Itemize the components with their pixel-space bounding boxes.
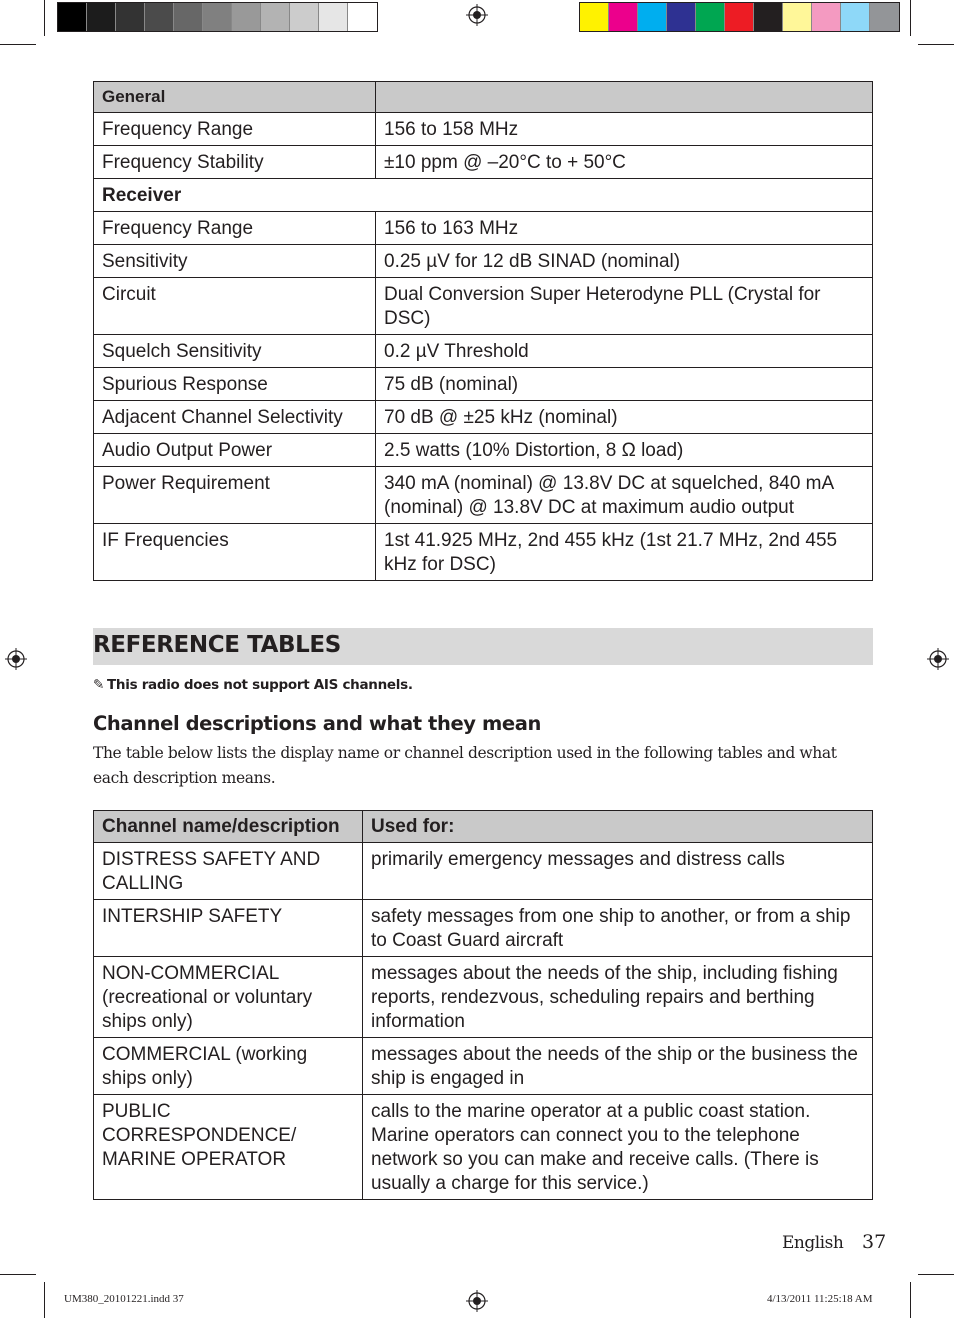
section-heading-bar — [93, 628, 873, 665]
table-cell: NON-COMMERCIAL (recreational or voluntary ships only) — [94, 957, 363, 1038]
table-cell: INTERSHIP SAFETY — [94, 900, 363, 957]
channel-description-table — [93, 810, 873, 1200]
table-cell: 70 dB @ ±25 kHz (nominal) — [376, 401, 873, 434]
color-swatch-bar — [579, 2, 900, 32]
swatch — [841, 3, 870, 31]
swatch — [754, 3, 783, 31]
table-cell: Sensitivity — [94, 245, 376, 278]
table-row — [94, 957, 873, 1038]
table-cell: Frequency Range — [94, 113, 376, 146]
swatch — [783, 3, 812, 31]
table-cell: primarily emergency messages and distress calls — [363, 843, 873, 900]
table-cell: Power Requirement — [94, 467, 376, 524]
table-cell: Audio Output Power — [94, 434, 376, 467]
registration-mark-icon — [466, 4, 488, 26]
crop-mark — [44, 1282, 45, 1318]
swatch — [87, 3, 116, 31]
table-cell: Dual Conversion Super Heterodyne PLL (Crystal for DSC) — [376, 278, 873, 335]
table-header-cell: Channel name/description — [94, 811, 363, 843]
registration-mark-icon — [927, 648, 949, 670]
crop-mark — [918, 44, 954, 45]
table-cell: COMMERCIAL (working ships only) — [94, 1038, 363, 1095]
file-slug: UM380_20101221.indd 37 — [64, 1293, 184, 1305]
table-cell: Frequency Range — [94, 212, 376, 245]
swatch — [145, 3, 174, 31]
table-cell: Spurious Response — [94, 368, 376, 401]
table-cell: 1st 41.925 MHz, 2nd 455 kHz (1st 21.7 MHz, 2nd 455 kHz for DSC) — [376, 524, 873, 581]
swatch — [174, 3, 203, 31]
crop-mark — [910, 0, 911, 36]
swatch — [667, 3, 696, 31]
note — [93, 677, 413, 693]
table-row — [94, 1038, 873, 1095]
body-paragraph: The table below lists the display name or channel description used in the following tables and what each description means. — [93, 744, 837, 787]
page-number: 37 — [862, 1231, 887, 1253]
table-row — [94, 278, 873, 335]
table-row — [94, 368, 873, 401]
table-row — [94, 524, 873, 581]
table-row — [94, 245, 873, 278]
crop-mark — [0, 1274, 36, 1275]
table-row — [94, 401, 873, 434]
table-header-row — [94, 811, 873, 843]
swatch — [116, 3, 145, 31]
swatch — [812, 3, 841, 31]
table-cell: messages about the needs of the ship, including fishing reports, rendezvous, scheduling repairs and berthing information — [363, 957, 873, 1038]
table-row — [94, 843, 873, 900]
swatch — [203, 3, 232, 31]
table-row — [94, 467, 873, 524]
specifications-table — [93, 81, 873, 581]
subheading: Channel descriptions and what they mean — [93, 712, 541, 735]
table-subheader-row — [94, 179, 873, 212]
table-cell: Adjacent Channel Selectivity — [94, 401, 376, 434]
table-header-cell: Used for: — [363, 811, 873, 843]
table-row — [94, 1095, 873, 1200]
pencil-icon: ✎ — [93, 677, 105, 693]
table-row — [94, 434, 873, 467]
table-header-row — [94, 82, 873, 113]
swatch — [232, 3, 261, 31]
footer-language: English — [782, 1233, 844, 1253]
table-cell: 156 to 158 MHz — [376, 113, 873, 146]
table-row — [94, 900, 873, 957]
swatch — [638, 3, 667, 31]
table-cell — [376, 82, 873, 113]
table-cell: 156 to 163 MHz — [376, 212, 873, 245]
registration-mark-icon — [5, 648, 27, 670]
table-cell: Squelch Sensitivity — [94, 335, 376, 368]
crop-mark — [918, 1274, 954, 1275]
table-cell: 75 dB (nominal) — [376, 368, 873, 401]
swatch — [348, 3, 377, 31]
swatch — [319, 3, 348, 31]
crop-mark — [44, 0, 45, 36]
swatch — [290, 3, 319, 31]
table-row — [94, 335, 873, 368]
registration-mark-icon — [466, 1290, 488, 1312]
swatch — [696, 3, 725, 31]
table-cell: 0.2 µV Threshold — [376, 335, 873, 368]
table-cell: Frequency Stability — [94, 146, 376, 179]
table-cell: calls to the marine operator at a public coast station. Marine operators can connect you to the telephone network so you can make and receive calls. (There is usually a charge for this service.) — [363, 1095, 873, 1200]
swatch — [58, 3, 87, 31]
swatch — [609, 3, 638, 31]
table-row — [94, 212, 873, 245]
table-cell: safety messages from one ship to another, or from a ship to Coast Guard aircraft — [363, 900, 873, 957]
swatch — [580, 3, 609, 31]
table-row — [94, 146, 873, 179]
section-title: REFERENCE TABLES — [93, 632, 341, 658]
table-cell: Circuit — [94, 278, 376, 335]
crop-mark — [0, 44, 36, 45]
swatch — [725, 3, 754, 31]
table-cell: 2.5 watts (10% Distortion, 8 Ω load) — [376, 434, 873, 467]
crop-mark — [910, 1282, 911, 1318]
table-cell: General — [94, 82, 376, 113]
grayscale-swatch-bar — [57, 2, 378, 32]
swatch — [261, 3, 290, 31]
table-cell: DISTRESS SAFETY AND CALLING — [94, 843, 363, 900]
swatch — [870, 3, 899, 31]
table-cell: PUBLIC CORRESPONDENCE/ MARINE OPERATOR — [94, 1095, 363, 1200]
table-cell: ±10 ppm @ –20°C to + 50°C — [376, 146, 873, 179]
table-cell: 0.25 µV for 12 dB SINAD (nominal) — [376, 245, 873, 278]
table-row — [94, 113, 873, 146]
table-cell: Receiver — [94, 179, 873, 212]
table-cell: IF Frequencies — [94, 524, 376, 581]
table-cell: 340 mA (nominal) @ 13.8V DC at squelched, 840 mA (nominal) @ 13.8V DC at maximum audio output — [376, 467, 873, 524]
note-text: This radio does not support AIS channels. — [107, 677, 413, 693]
timestamp-slug: 4/13/2011 11:25:18 AM — [767, 1293, 873, 1305]
table-cell: messages about the needs of the ship or the business the ship is engaged in — [363, 1038, 873, 1095]
